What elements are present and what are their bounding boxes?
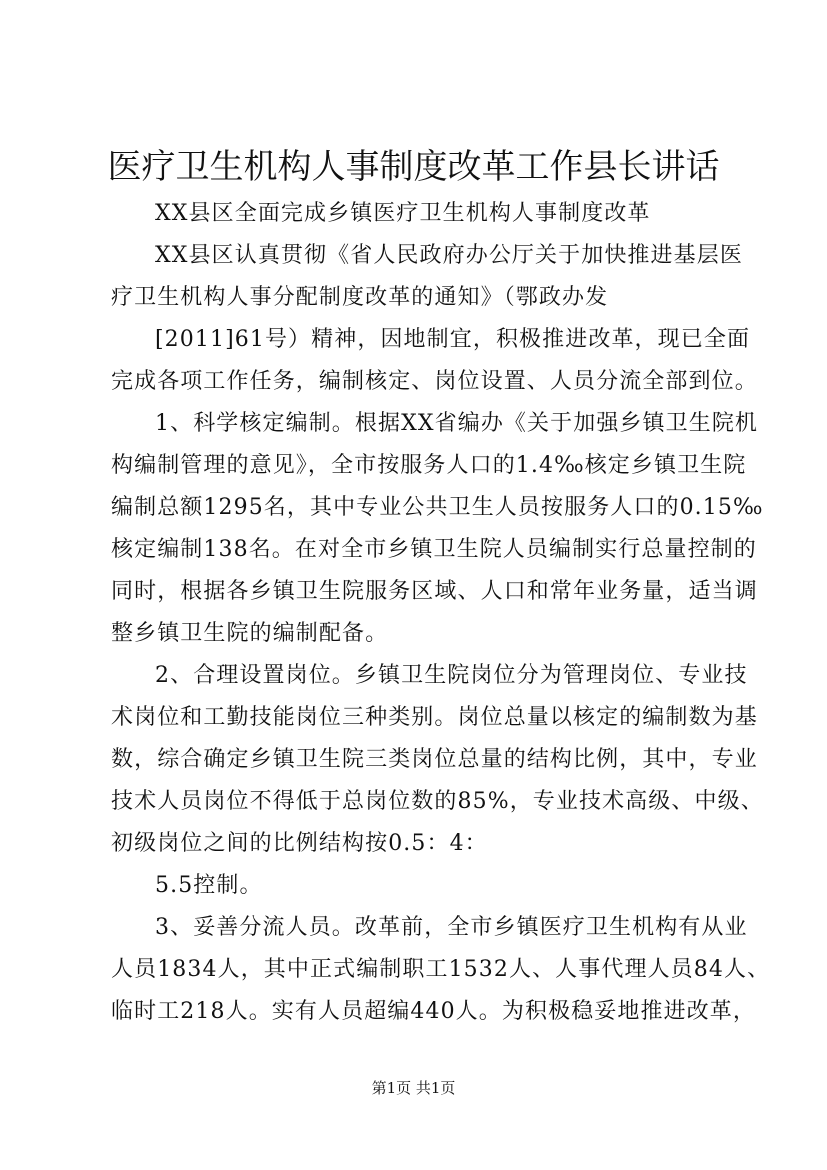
document-title: 医疗卫生机构人事制度改革工作县长讲话 [107, 147, 720, 187]
paragraph-line: 构编制管理的意见》，全市按服务人口的1.4‰核定乡镇卫生院 [111, 453, 747, 478]
paragraph-line: [2011]61号）精神，因地制宜，积极推进改革，现已全面 [155, 327, 751, 352]
paragraph-line: 1、科学核定编制。根据XX省编办《关于加强乡镇卫生院机 [155, 411, 759, 436]
paragraph-line: 技术人员岗位不得低于总岗位数的85%，专业技术高级、中级、 [111, 789, 764, 814]
paragraph-line: XX县区全面完成乡镇医疗卫生机构人事制度改革 [155, 201, 651, 226]
paragraph-line: 疗卫生机构人事分配制度改革的通知》（鄂政办发 [111, 285, 609, 310]
paragraph-line: 数，综合确定乡镇卫生院三类岗位总量的结构比例，其中，专业 [111, 747, 758, 772]
paragraph-line: 初级岗位之间的比例结构按0.5：4： [111, 831, 488, 856]
page-footer: 第1页 共1页 [371, 1079, 456, 1097]
paragraph-line: 3、妥善分流人员。改革前，全市乡镇医疗卫生机构有从业 [155, 915, 748, 940]
paragraph-line: 同时，根据各乡镇卫生院服务区域、人口和常年业务量，适当调 [111, 579, 758, 604]
paragraph-line: 整乡镇卫生院的编制配备。 [111, 621, 389, 646]
paragraph-line: 2、合理设置岗位。乡镇卫生院岗位分为管理岗位、专业技 [155, 663, 748, 688]
paragraph-line: 编制总额1295名，其中专业公共卫生人员按服务人口的0.15‰ [111, 495, 764, 520]
paragraph-line: 临时工218人。实有人员超编440人。为积极稳妥地推进改革， [111, 999, 756, 1024]
paragraph-line: 5.5控制。 [155, 873, 263, 898]
paragraph-line: 人员1834人，其中正式编制职工1532人、人事代理人员84人、 [111, 957, 771, 982]
paragraph-line: 完成各项工作任务，编制核定、岗位设置、人员分流全部到位。 [111, 369, 758, 394]
paragraph-line: XX县区认真贯彻《省人民政府办公厅关于加快推进基层医 [155, 243, 743, 268]
paragraph-line: 核定编制138名。在对全市乡镇卫生院人员编制实行总量控制的 [111, 537, 757, 562]
paragraph-line: 术岗位和工勤技能岗位三种类别。岗位总量以核定的编制数为基 [111, 705, 758, 730]
